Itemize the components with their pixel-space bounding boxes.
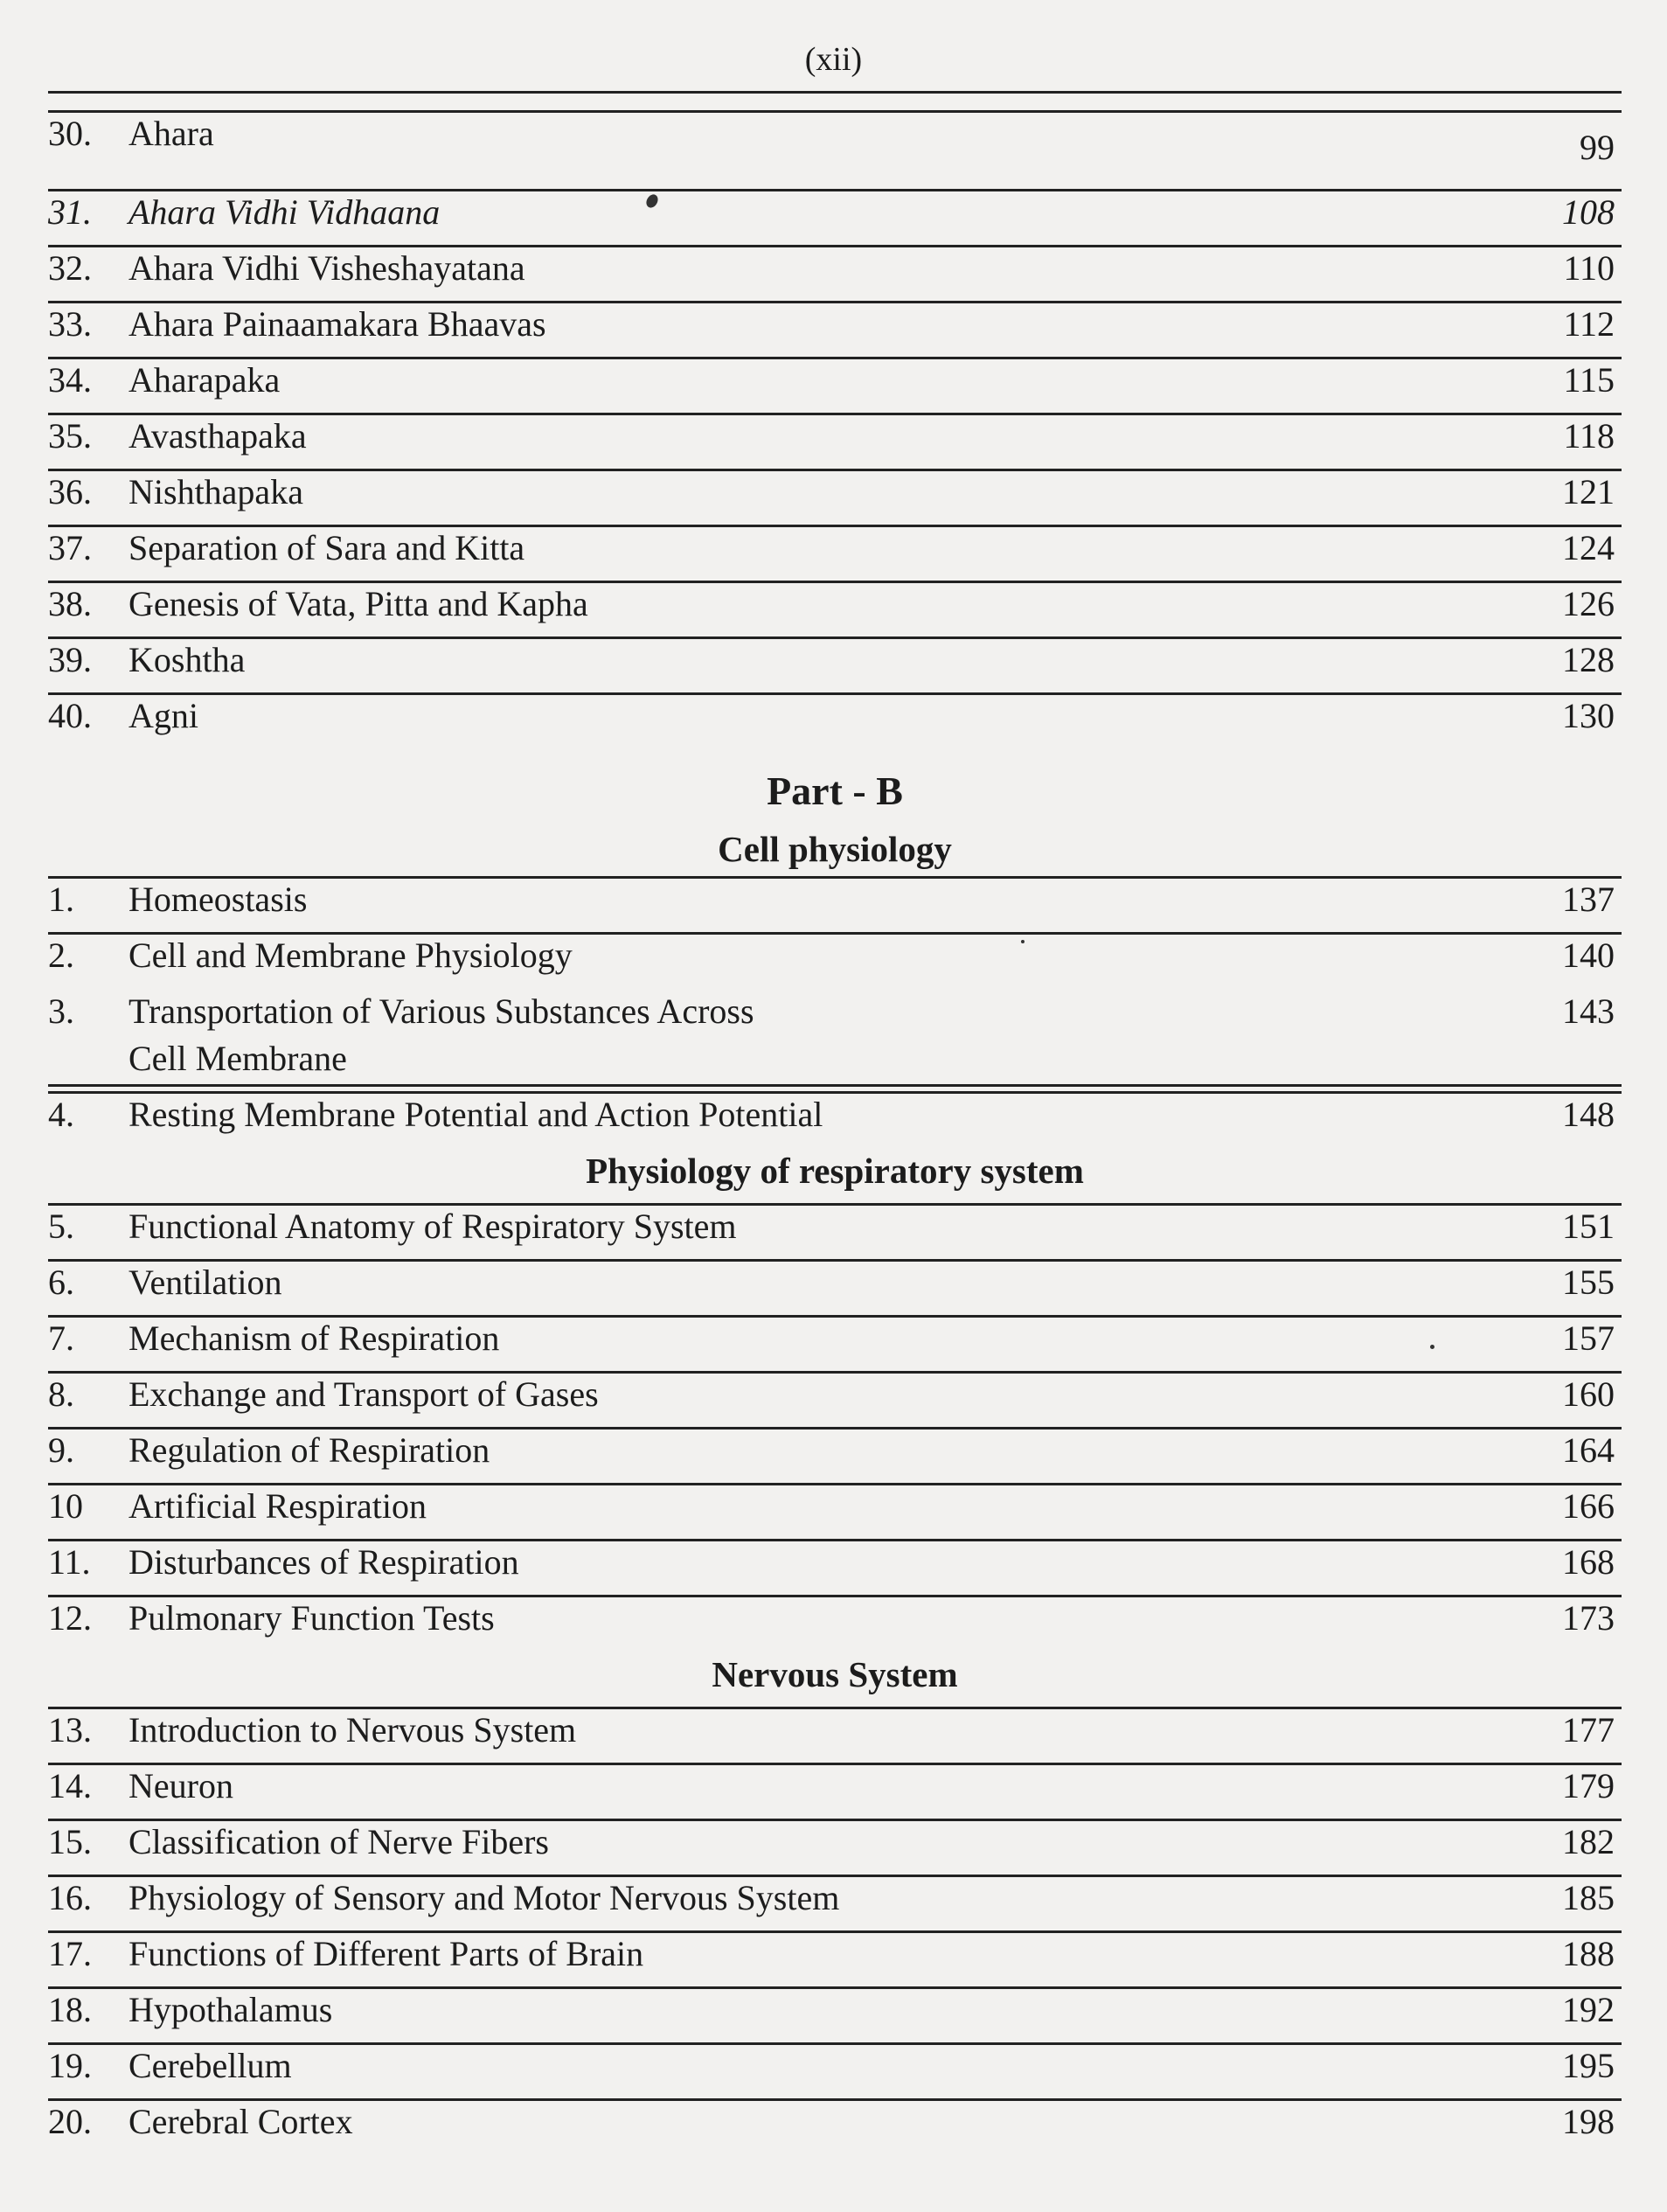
ink-speck	[1021, 940, 1025, 943]
entry-title: Classification of Nerve Fibers	[128, 1822, 549, 1861]
entry-page: 115	[1563, 360, 1615, 400]
entry-page: 126	[1562, 584, 1615, 623]
entry-page: 179	[1562, 1766, 1615, 1805]
entry-page: 182	[1562, 1822, 1615, 1861]
entry-number: 15.	[48, 1822, 92, 1861]
entry-number: 7.	[48, 1318, 74, 1358]
entry-number: 6.	[48, 1263, 74, 1302]
entry-number: 35.	[48, 416, 92, 456]
entry-title: Functional Anatomy of Respiratory System	[128, 1207, 737, 1246]
entry-title-continued: Cell Membrane	[128, 1039, 347, 1078]
entry-number: 40.	[48, 696, 92, 735]
entry-number: 36.	[48, 472, 92, 511]
toc-entry[interactable]	[48, 581, 1622, 623]
entry-page: 157	[1562, 1318, 1615, 1358]
page-number: (xii)	[804, 41, 863, 78]
entry-number: 14.	[48, 1766, 92, 1805]
toc-entry[interactable]	[48, 357, 1622, 400]
entry-title: Koshtha	[128, 640, 246, 679]
entry-number: 4.	[48, 1095, 74, 1134]
entry-page: 148	[1562, 1095, 1615, 1134]
entry-title: Ventilation	[128, 1263, 282, 1302]
entry-page: 185	[1562, 1878, 1615, 1917]
entry-page: 110	[1563, 248, 1615, 288]
entry-title: Ahara Vidhi Visheshayatana	[128, 248, 525, 288]
entry-page: 137	[1562, 880, 1615, 919]
section-heading: Physiology of respiratory system	[586, 1151, 1084, 1191]
toc-entry[interactable]	[48, 1763, 1622, 1805]
toc-entry[interactable]	[48, 1091, 1622, 1134]
entry-page: 121	[1562, 472, 1615, 511]
entry-number: 39.	[48, 640, 92, 679]
entry-number: 16.	[48, 1878, 92, 1917]
entry-title: Aharapaka	[128, 360, 281, 400]
entry-number: 12.	[48, 1598, 92, 1638]
toc-entry[interactable]	[48, 1875, 1622, 1917]
toc-entry[interactable]	[48, 1371, 1622, 1414]
entry-title: Agni	[128, 696, 198, 735]
entry-title: Nishthapaka	[128, 472, 303, 511]
entry-title: Cerebral Cortex	[128, 2102, 353, 2141]
entry-page: 164	[1562, 1430, 1615, 1470]
entry-title: Physiology of Sensory and Motor Nervous System	[128, 1878, 840, 1917]
entry-title: Cell and Membrane Physiology	[128, 936, 573, 975]
entry-title: Homeostasis	[128, 880, 308, 919]
toc-entry[interactable]	[48, 636, 1622, 679]
entry-title: Disturbances of Respiration	[128, 1542, 519, 1582]
entry-number: 30.	[48, 114, 92, 153]
entry-page: 166	[1562, 1486, 1615, 1526]
entry-page: 168	[1562, 1542, 1615, 1582]
entry-number: 9.	[48, 1430, 74, 1470]
entry-number: 20.	[48, 2102, 92, 2141]
entry-page: 112	[1563, 304, 1615, 344]
entry-title: Cerebellum	[128, 2046, 292, 2085]
entry-page: 130	[1562, 696, 1615, 735]
entry-number: 8.	[48, 1374, 74, 1414]
entry-page: 160	[1562, 1374, 1615, 1414]
toc-entry[interactable]	[48, 1427, 1622, 1470]
entry-title: Separation of Sara and Kitta	[128, 528, 525, 567]
ink-speck	[1430, 1345, 1434, 1349]
toc-entry[interactable]	[48, 1707, 1622, 1749]
toc-entry[interactable]	[48, 932, 1622, 975]
entry-number: 31.	[48, 192, 92, 232]
entry-page: 198	[1562, 2102, 1615, 2141]
toc-entry[interactable]	[48, 413, 1622, 456]
entry-page: 155	[1562, 1263, 1615, 1302]
entry-number: 5.	[48, 1207, 74, 1246]
entry-number: 38.	[48, 584, 92, 623]
toc-entry[interactable]	[48, 469, 1622, 511]
entry-number: 33.	[48, 304, 92, 344]
ink-speck	[644, 192, 660, 210]
toc-entry[interactable]	[48, 245, 1622, 288]
header-rule	[48, 91, 1622, 94]
entry-title: Avasthapaka	[128, 416, 307, 456]
entry-title: Artificial Respiration	[128, 1486, 427, 1526]
toc-entry[interactable]	[48, 692, 1622, 735]
entry-title: Resting Membrane Potential and Action Potential	[128, 1095, 823, 1134]
entry-title: Exchange and Transport of Gases	[128, 1374, 599, 1414]
entry-title: Ahara Painaamakara Bhaavas	[128, 304, 546, 344]
entry-page: 128	[1562, 640, 1615, 679]
toc-entry[interactable]	[48, 1930, 1622, 1973]
entry-title: Pulmonary Function Tests	[128, 1598, 495, 1638]
entry-page: 108	[1562, 192, 1615, 232]
toc-entry[interactable]	[48, 1595, 1622, 1638]
entry-page: 173	[1562, 1598, 1615, 1638]
entry-title: Hypothalamus	[128, 1990, 333, 2029]
entry-page: 118	[1563, 416, 1615, 456]
toc-entry[interactable]	[48, 876, 1622, 919]
toc-entry[interactable]	[48, 1539, 1622, 1582]
entry-number: 10	[48, 1486, 83, 1526]
entry-page: 99	[1580, 128, 1615, 167]
toc-entry[interactable]	[48, 110, 1622, 167]
entry-title: Ahara	[128, 114, 214, 153]
entry-number: 32.	[48, 248, 92, 288]
entry-page: 192	[1562, 1990, 1615, 2029]
entry-number: 37.	[48, 528, 92, 567]
toc-entry[interactable]	[48, 1819, 1622, 1861]
part-heading: Part - B	[767, 769, 903, 813]
toc-entry[interactable]	[48, 301, 1622, 344]
entry-number: 18.	[48, 1990, 92, 2029]
entry-number: 1.	[48, 880, 74, 919]
entry-number: 34.	[48, 360, 92, 400]
entry-number: 11.	[48, 1542, 91, 1582]
entry-title: Neuron	[128, 1766, 233, 1805]
entry-number: 3.	[48, 991, 74, 1031]
toc-entry[interactable]	[48, 1315, 1622, 1358]
toc-entry[interactable]	[48, 2042, 1622, 2085]
entry-title: Genesis of Vata, Pitta and Kapha	[128, 584, 588, 623]
entry-title: Regulation of Respiration	[128, 1430, 490, 1470]
entry-number: 19.	[48, 2046, 92, 2085]
entry-title: Mechanism of Respiration	[128, 1318, 500, 1358]
entry-page: 188	[1562, 1934, 1615, 1973]
section-heading: Nervous System	[712, 1654, 958, 1694]
entry-title: Introduction to Nervous System	[128, 1710, 577, 1749]
entry-title: Functions of Different Parts of Brain	[128, 1934, 644, 1973]
entry-page: 143	[1562, 991, 1615, 1031]
toc-entry[interactable]	[48, 988, 1622, 1087]
toc-entry[interactable]	[48, 1483, 1622, 1526]
toc-entry[interactable]	[48, 2098, 1622, 2141]
toc-entry[interactable]	[48, 189, 1622, 232]
toc-entry[interactable]	[48, 525, 1622, 567]
entry-page: 195	[1562, 2046, 1615, 2085]
entry-number: 17.	[48, 1934, 92, 1973]
entry-page: 177	[1562, 1710, 1615, 1749]
toc-entry[interactable]	[48, 1259, 1622, 1302]
section-heading: Cell physiology	[718, 829, 952, 869]
entry-page: 124	[1562, 528, 1615, 567]
entry-title: Transportation of Various Substances Across	[128, 991, 754, 1031]
entry-number: 2.	[48, 936, 74, 975]
toc-entry[interactable]	[48, 1203, 1622, 1246]
toc-entry[interactable]	[48, 1986, 1622, 2029]
entry-title: Ahara Vidhi Vidhaana	[128, 192, 441, 232]
entry-number: 13.	[48, 1710, 92, 1749]
entry-page: 151	[1562, 1207, 1615, 1246]
entry-page: 140	[1562, 936, 1615, 975]
